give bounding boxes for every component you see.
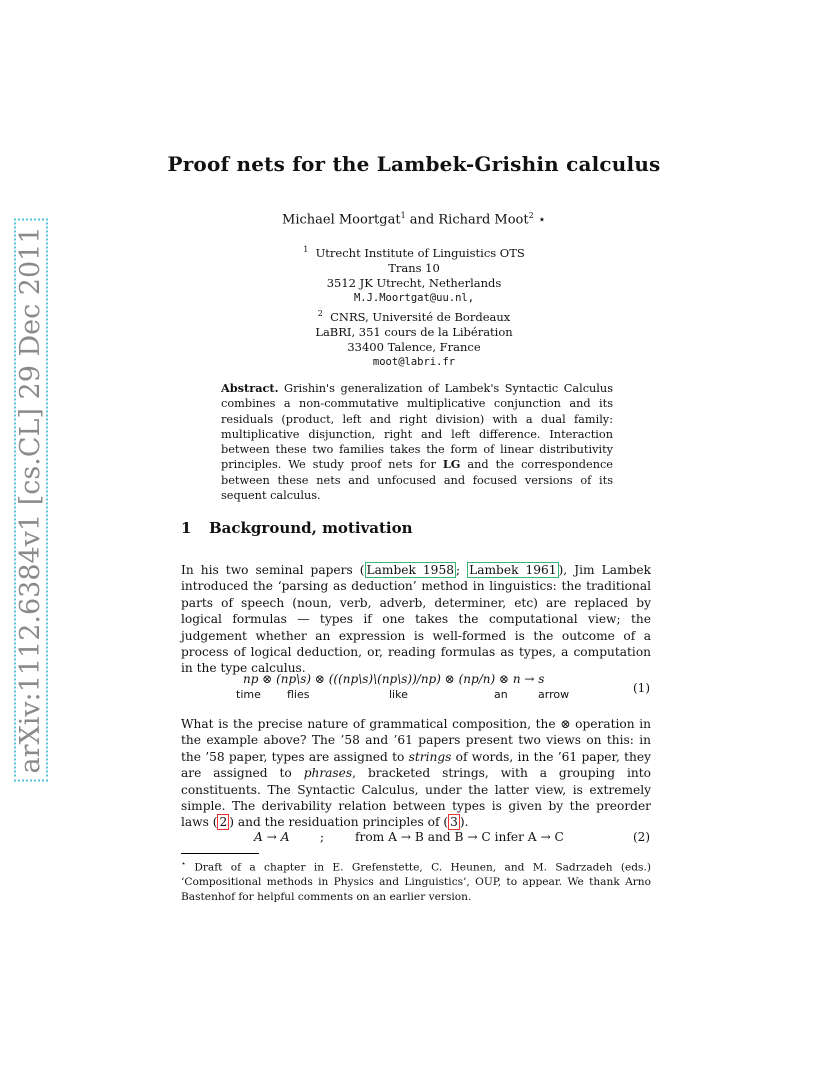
equation-2-left: A → A (254, 830, 290, 844)
paragraph-2 (181, 716, 651, 831)
footnote-rule (181, 853, 259, 854)
author-1: Michael Moortgat (282, 212, 401, 228)
abstract-label: Abstract. (221, 381, 279, 395)
affil-2-city: 33400 Talence, France (347, 339, 481, 354)
affil-1-institute: Utrecht Institute of Linguistics OTS (315, 245, 525, 260)
equation-2-number: (2) (633, 830, 650, 844)
author-conjunction: and (405, 212, 439, 228)
equation-2-right: from A → B and B → C infer A → C (355, 830, 564, 844)
gloss-an: an (494, 688, 508, 701)
abstract (221, 381, 613, 503)
gloss-time: time (236, 688, 261, 701)
abstract-bold-lg: LG (442, 457, 461, 472)
author-1-affil-mark: 1 (400, 211, 406, 220)
section-title: Background, motivation (209, 519, 413, 537)
emphasis-strings: strings (408, 749, 452, 764)
author-2-affil-mark: 2 (528, 211, 534, 220)
gloss-like: like (389, 688, 408, 701)
para1-text-a: In his two seminal papers ( (181, 563, 365, 577)
citation-separator: ; (455, 563, 468, 577)
affil-1-city: 3512 JK Utrecht, Netherlands (326, 275, 502, 290)
footnote (181, 857, 651, 904)
para2-text-a: What is the precise nature of grammatical composition, the ⊗ operation in the example above? The ’58 and ’61 papers present two views on this: in the ’58 paper, types are assigned to (181, 717, 651, 764)
affil-1-street: Trans 10 (388, 260, 440, 275)
affil-2-street: LaBRI, 351 cours de la Libération (315, 324, 513, 339)
equation-ref-2[interactable]: 2 (219, 815, 228, 830)
abstract-text-1: Grishin's generalization of Lambek's Syntactic Calculus combines a non-commutative multiplicative conjunction and its residuals (product, left and right division) with a dual family: multiplicative disjunction, right and left difference. Interaction between these two families takes the form of linear distributivity principles. We study proof nets for (221, 382, 613, 472)
abstract-text-2: and the correspondence between these nets and unfocused and focused versions of its sequent calculus. (221, 458, 613, 503)
footnote-text: Draft of a chapter in E. Grefenstette, C. Heunen, and M. Sadrzadeh (eds.) ‘Compositional methods in Physics and Linguistics’, OUP, to appear. We thank Arno Bastenhof for helpful comments on an earlier version. (181, 861, 651, 903)
affil-2-mark: 2 (317, 308, 323, 318)
equation-ref-3[interactable]: 3 (450, 815, 458, 830)
para2-text-b: of words, in the ’61 paper, they are assigned to (181, 749, 651, 781)
affil-1-mark: 1 (303, 245, 309, 254)
equation-1-number: (1) (633, 681, 650, 695)
emphasis-phrases: phrases (303, 766, 353, 781)
equation-1-formula: np ⊗ (np\s) ⊗ (((np\s)\(np\s))/np) ⊗ (np/n) ⊗ n → s (243, 672, 545, 686)
affil-2-institute: CNRS, Université de Bordeaux (330, 309, 511, 324)
citation-lambek-1958[interactable]: Lambek 1958 (366, 563, 454, 577)
gloss-flies: flies (287, 688, 310, 701)
equation-2-separator: ; (320, 830, 325, 844)
footnote-mark: ⋆ (181, 859, 187, 868)
section-heading (181, 519, 413, 537)
section-number: 1 (181, 519, 192, 537)
author-2: Richard Moot (438, 212, 529, 228)
para2-text-d: ) and the residuation principles of ( (229, 815, 449, 830)
affil-2-email: moot@labri.fr (372, 355, 456, 368)
affiliations (0, 242, 828, 370)
para2-text-c: , bracketed strings, with a grouping into constituents. The Syntactic Calculus, under the latter view, is extremely simple. The derivability relation between types is given by the preorder laws ( (181, 766, 652, 830)
para1-text-b: ), Jim Lambek introduced the ‘parsing as deduction’ method in linguistics: the traditional parts of speech (noun, verb, adverb, determiner, etc) are replaced by logical formulas — types if one takes the computational view; the judgement whether an expression is well-formed is the outcome of a process of logical deduction, or, reading formulas as types, a computation in the type calculus. (181, 563, 651, 676)
paragraph-1 (181, 562, 651, 677)
arxiv-id: arXiv:1112.6384v1 [cs.CL] 29 Dec 2011 (14, 218, 48, 781)
footnote-star: ⋆ (533, 212, 546, 228)
para2-text-e: ). (459, 815, 469, 830)
author-line (0, 211, 828, 227)
citation-lambek-1961[interactable]: Lambek 1961 (469, 563, 557, 577)
gloss-arrow: arrow (538, 688, 570, 701)
affil-1-email: M.J.Moortgat@uu.nl, (353, 291, 475, 304)
paper-title: Proof nets for the Lambek-Grishin calculus (167, 152, 661, 176)
